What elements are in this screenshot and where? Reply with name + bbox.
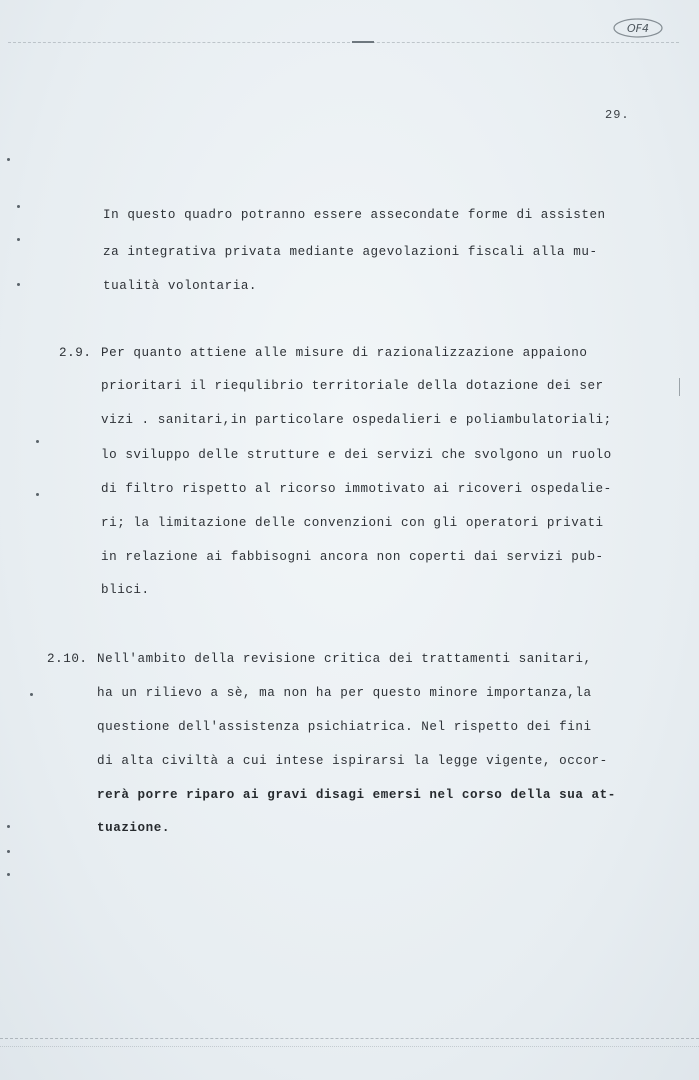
stamp-text: OF4 (627, 22, 649, 35)
scan-speck (17, 205, 20, 208)
paragraph-3-line-1: Nell'ambito della revisione critica dei trattamenti sanitari, (97, 652, 592, 666)
paragraph-3-line-3: questione dell'assistenza psichiatrica. Nel rispetto dei fini (97, 720, 592, 734)
scan-speck (17, 238, 20, 241)
paragraph-2-line-7: in relazione ai fabbisogni ancora non coperti dai servizi pub- (101, 550, 604, 564)
paragraph-3-line-5: rerà porre riparo ai gravi disagi emersi nel corso della sua at- (97, 788, 616, 802)
scan-speck (17, 283, 20, 286)
bottom-edge-line (0, 1038, 699, 1039)
scan-speck (36, 493, 39, 496)
page-number: 29. (605, 108, 630, 122)
paragraph-2-line-1: Per quanto attiene alle misure di razionalizzazione appaiono (101, 346, 588, 360)
paragraph-3-line-2: ha un rilievo a sè, ma non ha per questo minore importanza,la (97, 686, 592, 700)
section-number-2-9: 2.9. (59, 346, 92, 360)
paragraph-3-line-4: di alta civiltà a cui intese ispirarsi la legge vigente, occor- (97, 754, 608, 768)
top-edge-line (8, 42, 679, 43)
scan-margin-tick (679, 378, 680, 396)
scan-speck (30, 693, 33, 696)
paragraph-2-line-4: lo sviluppo delle strutture e dei servizi che svolgono un ruolo (101, 448, 612, 462)
paragraph-1-line-3: tualità volontaria. (103, 279, 258, 293)
bottom-edge-line-2 (0, 1046, 699, 1047)
archive-stamp (612, 16, 664, 40)
paragraph-2-line-6: ri; la limitazione delle convenzioni con gli operatori privati (101, 516, 604, 530)
paragraph-2-line-8: blici. (101, 583, 150, 597)
scan-speck (7, 825, 10, 828)
paragraph-2-line-2: prioritari il riequlibrio territoriale della dotazione dei ser (101, 379, 604, 393)
section-number-2-10: 2.10. (47, 652, 88, 666)
paragraph-3-line-6: tuazione. (97, 821, 170, 835)
top-edge-mark (352, 41, 374, 43)
scan-speck (36, 440, 39, 443)
paragraph-2-line-3: vizi . sanitari,in particolare ospedalieri e poliambulatoriali; (101, 413, 612, 427)
paragraph-1-line-1: In questo quadro potranno essere assecondate forme di assisten (103, 208, 606, 222)
scan-speck (7, 850, 10, 853)
paragraph-1-line-2: za integrativa privata mediante agevolazioni fiscali alla mu- (103, 245, 598, 259)
scan-speck (7, 873, 10, 876)
paragraph-2-line-5: di filtro rispetto al ricorso immotivato ai ricoveri ospedalie- (101, 482, 612, 496)
scan-speck (7, 158, 10, 161)
